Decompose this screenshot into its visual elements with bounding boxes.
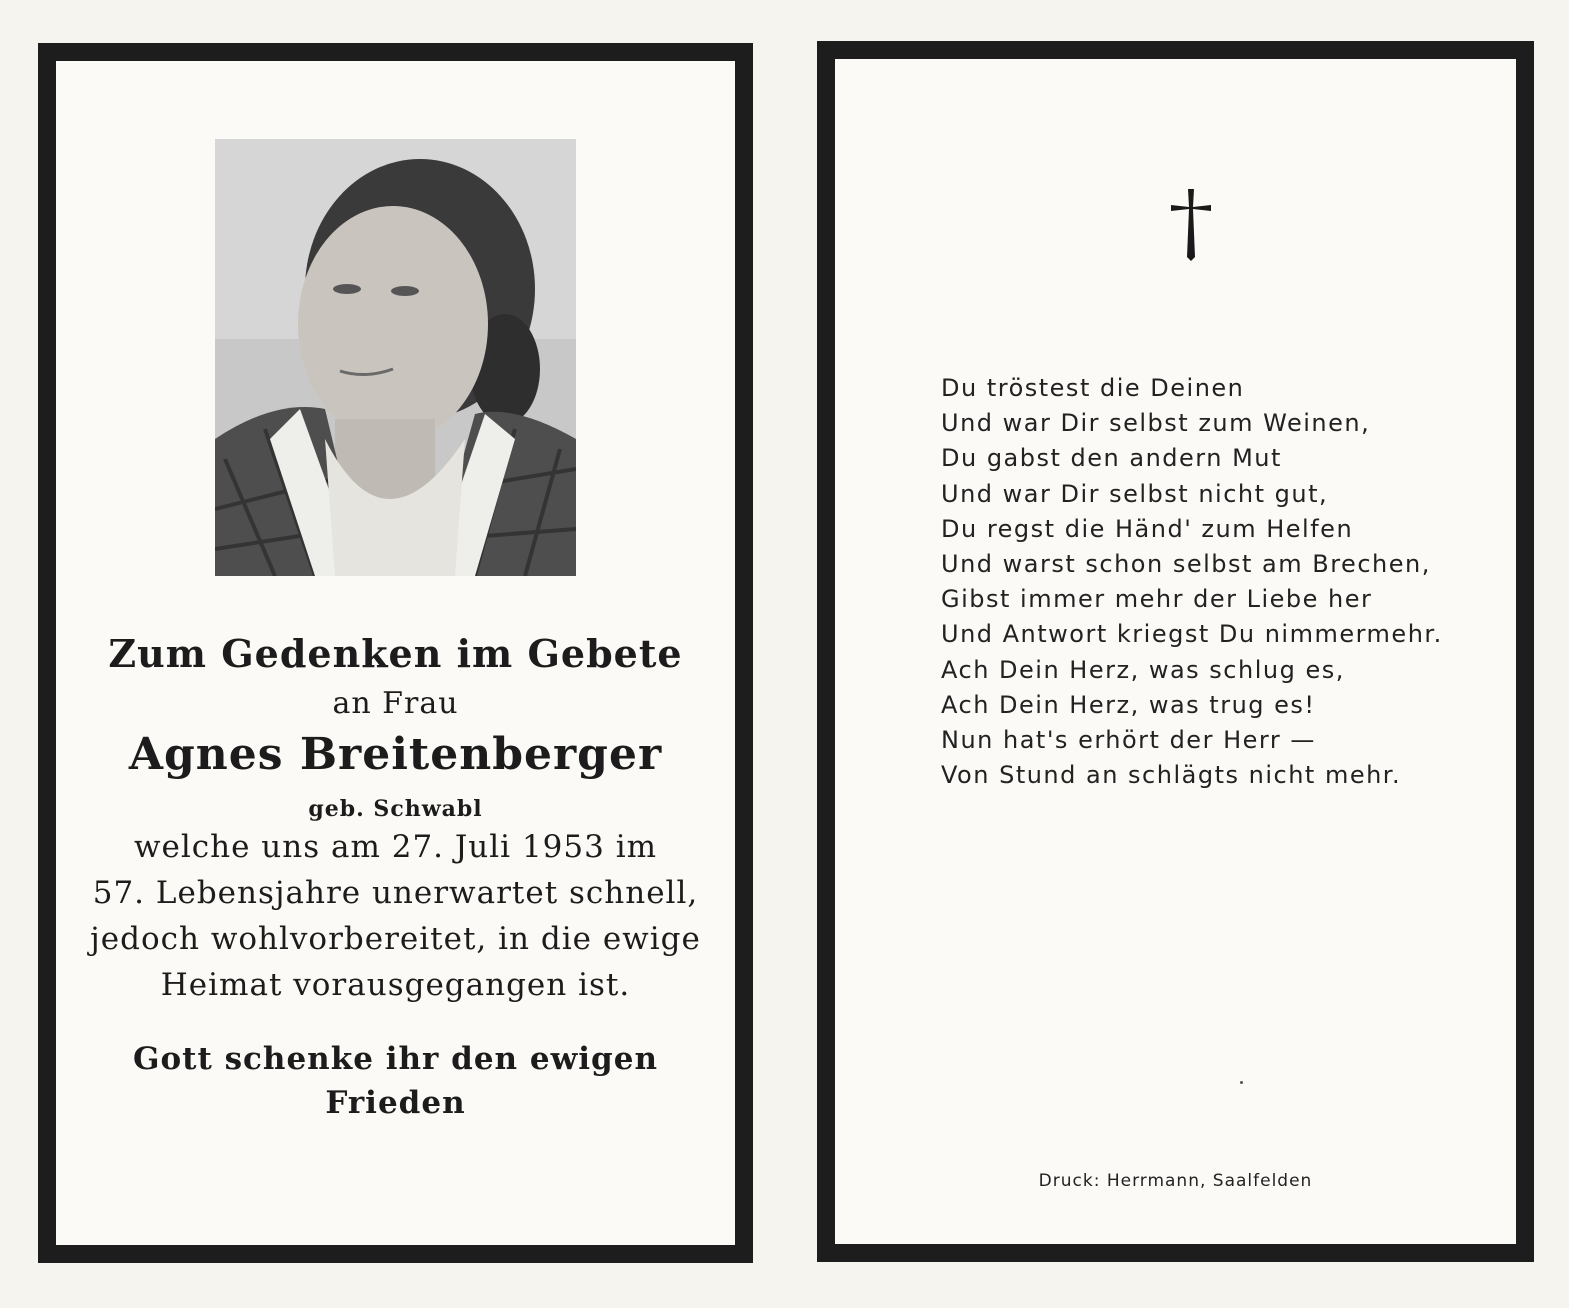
closing-blessing: Frieden	[325, 1085, 466, 1121]
poem-line: Ach Dein Herz, was trug es!	[941, 690, 1316, 719]
poem-line: Du gabst den andern Mut	[941, 444, 1282, 473]
memorial-card-front	[38, 43, 753, 1263]
body-line: 57. Lebensjahre unerwartet schnell,	[92, 875, 699, 911]
poem-line: Und war Dir selbst zum Weinen,	[941, 409, 1371, 438]
memorial-title: Zum Gedenken im Gebete	[108, 631, 683, 676]
poem-line: Nun hat's erhört der Herr —	[941, 725, 1316, 754]
deceased-name: Agnes Breitenberger	[128, 729, 663, 780]
memorial-card-back	[817, 41, 1534, 1262]
printer-credit: Druck: Herrmann, Saalfelden	[1038, 1171, 1313, 1191]
closing-blessing: Gott schenke ihr den ewigen	[133, 1041, 658, 1077]
poem-line: Und war Dir selbst nicht gut,	[941, 479, 1329, 508]
poem-line: Von Stund an schlägts nicht mehr.	[941, 761, 1402, 790]
poem-line: Du tröstest die Deinen	[941, 374, 1245, 402]
body-line: Heimat vorausgegangen ist.	[160, 967, 631, 1003]
body-line: jedoch wohlvorbereitet, in die ewige	[90, 921, 701, 957]
cross-icon	[1171, 189, 1211, 261]
poem-line: Ach Dein Herz, was schlug es,	[941, 655, 1345, 684]
poem-line: Du regst die Händ' zum Helfen	[941, 514, 1354, 543]
body-line: welche uns am 27. Juli 1953 im	[133, 829, 658, 865]
poem-line: Und Antwort kriegst Du nimmermehr.	[941, 620, 1443, 649]
salutation: an Frau	[332, 686, 459, 721]
portrait-photo-icon	[215, 139, 576, 576]
speck-mark	[1240, 1081, 1243, 1084]
poem-line: Und warst schon selbst am Brechen,	[941, 549, 1431, 578]
maiden-name: geb. Schwabl	[308, 796, 483, 822]
poem	[941, 371, 1443, 793]
poem-line: Gibst immer mehr der Liebe her	[941, 585, 1373, 614]
